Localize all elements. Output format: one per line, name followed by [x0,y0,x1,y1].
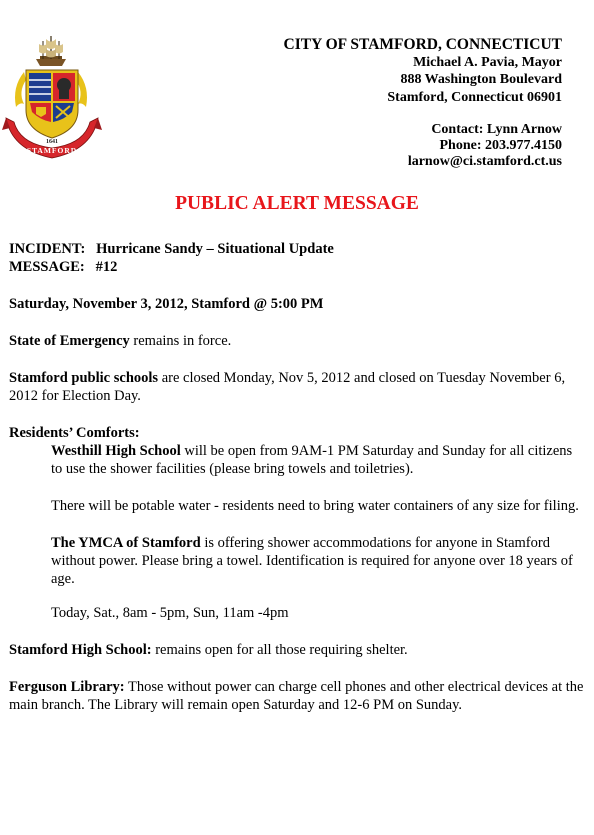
emergency-bold: State of Emergency [9,333,130,349]
comforts-heading: Residents’ Comforts: [9,425,140,441]
contact-email[interactable]: larnow@ci.stamford.ct.us [407,154,562,169]
westhill-paragraph [9,442,584,478]
water-paragraph: There will be potable water - residents need to bring water containers of any size for filing. [51,498,579,514]
mayor-line: Michael A. Pavia, Mayor [413,54,562,70]
contact-phone: Phone: 203.977.4150 [439,138,562,153]
incident-value: Hurricane Sandy – Situational Update [96,241,334,257]
emergency-rest: remains in force. [129,333,232,349]
schools-bold: Stamford public schools [9,370,159,386]
address-line-1: 888 Washington Boulevard [400,72,562,87]
schools-rest: are closed Monday, Nov 5, 2012 and closed on Tuesday November 6, 2012 for Election Day. [9,370,566,404]
message-body [9,240,584,714]
ymca-paragraph [9,534,584,588]
ship-crest-icon [36,36,66,66]
ferguson-bold: Ferguson Library: [9,679,125,695]
alert-title: PUBLIC ALERT MESSAGE [175,193,419,214]
dateline: Saturday, November 3, 2012, Stamford @ 5:00 PM [9,296,324,312]
city-name: CITY OF STAMFORD, CONNECTICUT [283,36,562,53]
shs-bold: Stamford High School: [9,642,152,658]
westhill-rest: will be open from 9AM-1 PM Saturday and Sunday for all citizens to use the shower facilities (please bring towels and toiletries). [51,443,573,477]
schools-paragraph [9,369,584,405]
city-seal-logo [2,32,102,167]
ymca-hours: Today, Sat., 8am - 5pm, Sun, 11am -4pm [51,605,289,621]
message-value: #12 [95,259,118,275]
incident-label: INCIDENT: [9,241,86,257]
letterhead [284,36,562,106]
ymca-rest: is offering shower accommodations for anyone in Stamford without power. Please bring a towel. Identification is required for anyone over 18 years of age. [51,535,573,587]
ferguson-rest: Those without power can charge cell phones and other electrical devices at the main branch. The Library will remain open Saturday and 12-6 PM on Sunday. [9,679,584,713]
incident-line [9,240,584,258]
seal-ribbon-text: STAMFORD [26,146,78,155]
contact-name: Contact: Lynn Arnow [431,122,562,137]
address-line-2: Stamford, Connecticut 06901 [387,89,562,105]
shs-rest: remains open for all those requiring shelter. [151,642,408,658]
message-label: MESSAGE: [9,259,85,275]
westhill-bold: Westhill High School [51,443,181,459]
ferguson-paragraph [9,678,584,714]
seal-year: 1641 [46,139,58,145]
contact-block [408,122,562,170]
ymca-bold: The YMCA of Stamford [51,535,201,551]
emergency-paragraph [9,332,584,350]
shs-paragraph [9,641,584,659]
message-line [9,258,584,276]
